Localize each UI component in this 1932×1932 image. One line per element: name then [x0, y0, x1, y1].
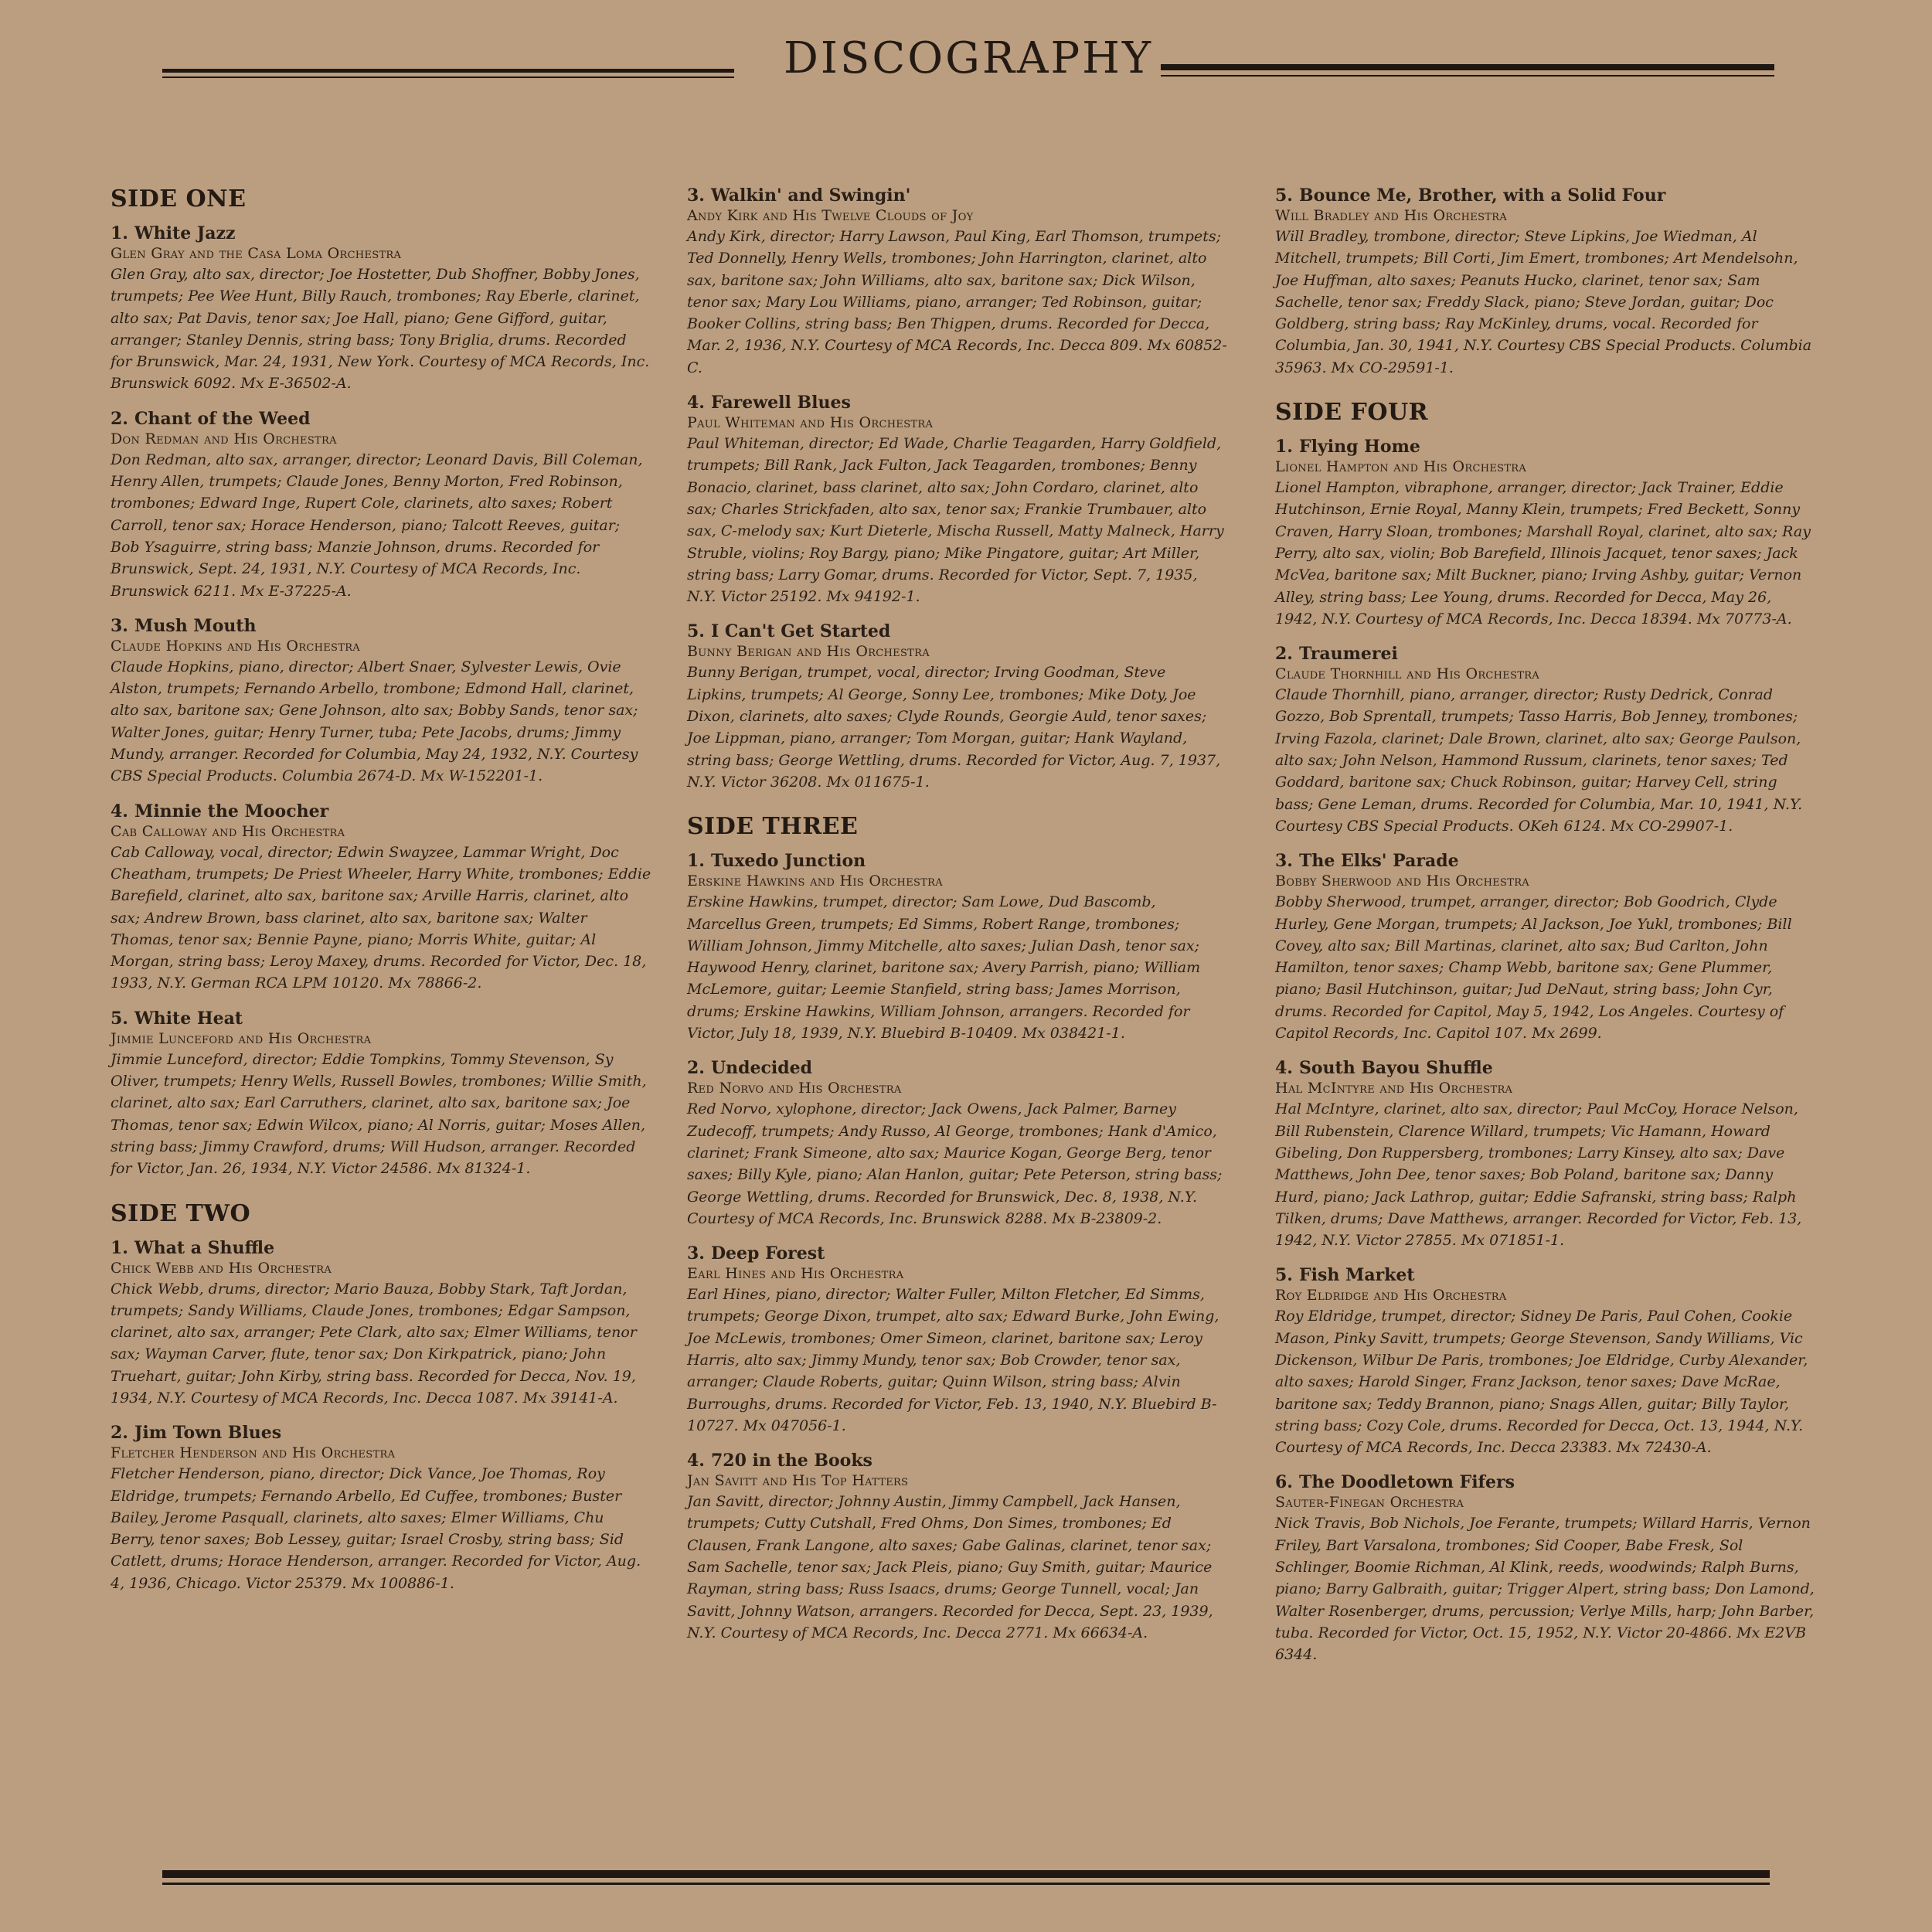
track-title: [1275, 1472, 1816, 1493]
track-number: 3.: [687, 1243, 705, 1264]
track-number: 4.: [687, 393, 705, 413]
track-number: 4.: [1275, 1058, 1293, 1079]
track-artist: Hal McIntyre and His Orchestra: [1275, 1080, 1513, 1097]
track-entry: [1275, 1265, 1816, 1458]
track-personnel: Nick Travis, Bob Nichols, Joe Ferante, trumpets; Willard Harris, Vernon Friley, Bart Varsalona, trombones; Sid Cooper, Babe Fresk, Sol Schlinger, Boomie Richman, Al Klink, reeds, woodwinds; Ralph Burns, piano; Barry Galbraith, guitar; Trigger Alpert, string bass; Don Lamond, Walter Rosenberger, drums, percussion; Verlye Mills, harp; John Barber, tuba. Recorded for Victor, Oct. 15, 1952, N.Y. Victor 20-4866. Mx E2VB 6344.: [1275, 1515, 1815, 1664]
track-title-text: Jim Town Blues: [134, 1423, 282, 1444]
track-artist: Chick Webb and His Orchestra: [111, 1259, 332, 1277]
track-personnel: Jimmie Lunceford, director; Eddie Tompkins, Tommy Stevenson, Sy Oliver, trumpets; Henry Wells, Russell Bowles, trombones; Willie Smith, clarinet, alto sax; Earl Carruthers, clarinet, alto sax, baritone sax; Joe Thomas, tenor sax; Edwin Wilcox, piano; Al Norris, guitar; Moses Allen, string bass; Jimmy Crawford, drums; Will Hudson, arranger. Recorded for Victor, Jan. 26, 1934, N.Y. Victor 24586. Mx 81324-1.: [111, 1050, 647, 1178]
header-rule-left: [162, 69, 734, 73]
track-entry: [111, 1009, 651, 1180]
track-entry: [1275, 185, 1816, 379]
track-entry: [111, 223, 651, 395]
track-title-text: Fish Market: [1298, 1265, 1415, 1286]
side-heading: SIDE ONE: [111, 185, 247, 213]
footer-rule-thick: [162, 1870, 1770, 1878]
side-heading: SIDE TWO: [111, 1199, 251, 1227]
track-title-text: White Heat: [134, 1008, 243, 1029]
track-artist: Earl Hines and His Orchestra: [687, 1265, 904, 1283]
column-1: [111, 185, 651, 1608]
track-title: [1275, 437, 1816, 457]
track-title-text: 720 in the Books: [710, 1451, 872, 1471]
track-entry: [687, 1451, 1228, 1644]
track-artist: Jan Savitt and His Top Hatters: [687, 1472, 909, 1490]
track-personnel: Bobby Sherwood, trumpet, arranger, director; Bob Goodrich, Clyde Hurley, Gene Morgan, trumpets; Al Jackson, Joe Yukl, trombones; Bill Covey, alto sax; Bill Martinas, clarinet, alto sax; Bud Carlton, John Hamilton, tenor saxes; Champ Webb, baritone sax; Gene Plummer, piano; Basil Hutchinson, guitar; Jud DeNaut, string bass; John Cyr, drums. Recorded for Capitol, May 5, 1942, Los Angeles. Courtesy of Capitol Records, Inc. Capitol 107. Mx 2699.: [1275, 893, 1792, 1043]
header-rule-left-thin: [162, 77, 734, 78]
track-entry: [111, 1423, 651, 1594]
track-artist: Will Bradley and His Orchestra: [1275, 207, 1508, 224]
track-number: 1.: [1275, 437, 1293, 457]
track-number: 5.: [111, 1008, 128, 1029]
track-title-text: The Doodletown Fifers: [1298, 1472, 1515, 1493]
track-title-text: I Can't Get Started: [710, 621, 891, 642]
track-entry: [687, 621, 1228, 793]
track-personnel: Fletcher Henderson, piano, director; Dick Vance, Joe Thomas, Roy Eldridge, trumpets; Fernando Arbello, Ed Cuffee, trombones; Buster Bailey, Jerome Pasquall, clarinets, alto saxes; Elmer Williams, Chu Berry, tenor saxes; Bob Lessey, guitar; Israel Crosby, string bass; Sid Catlett, drums; Horace Henderson, arranger. Recorded for Victor, Aug. 4, 1936, Chicago. Victor 25379. Mx 100886-1.: [111, 1465, 641, 1592]
track-number: 2.: [111, 408, 128, 429]
track-artist: Andy Kirk and His Twelve Clouds of Joy: [687, 207, 974, 224]
track-title-text: Bounce Me, Brother, with a Solid Four: [1298, 185, 1666, 206]
track-entry: [111, 1238, 651, 1410]
track-entry: [687, 851, 1228, 1044]
track-personnel: Jan Savitt, director; Johnny Austin, Jimmy Campbell, Jack Hansen, trumpets; Cutty Cutshall, Fred Ohms, Don Simes, trombones; Ed Clausen, Frank Langone, alto saxes; Gabe Galinas, clarinet, tenor sax; Sam Sachelle, tenor sax; Jack Pleis, piano; Guy Smith, guitar; Maurice Rayman, string bass; Russ Isaacs, drums; George Tunnell, vocal; Jan Savitt, Johnny Watson, arrangers. Recorded for Decca, Sept. 23, 1939, N.Y. Courtesy of MCA Records, Inc. Decca 2771. Mx 66634-A.: [687, 1493, 1213, 1641]
track-title: [1275, 1265, 1816, 1286]
track-entry: [1275, 1058, 1816, 1251]
track-number: 4.: [111, 801, 128, 821]
track-artist: Red Norvo and His Orchestra: [687, 1080, 902, 1097]
track-artist: Roy Eldridge and His Orchestra: [1275, 1287, 1507, 1304]
column-2: [687, 185, 1228, 1658]
header: [162, 33, 1774, 83]
track-number: 5.: [1275, 185, 1293, 206]
track-personnel: Claude Hopkins, piano, director; Albert Snaer, Sylvester Lewis, Ovie Alston, trumpets; Fernando Arbello, trombone; Edmond Hall, clarinet, alto sax, baritone sax; Gene Johnson, alto sax; Bobby Sands, tenor sax; Walter Jones, guitar; Henry Turner, tuba; Pete Jacobs, drums; Jimmy Mundy, arranger. Recorded for Columbia, May 24, 1932, N.Y. Courtesy CBS Special Products. Columbia 2674-D. Mx W-152201-1.: [111, 658, 638, 785]
track-entry: [687, 1058, 1228, 1230]
track-title-text: Minnie the Moocher: [134, 801, 329, 821]
track-number: 2.: [111, 1423, 128, 1444]
track-title: [111, 409, 651, 430]
track-artist: Erskine Hawkins and His Orchestra: [687, 872, 943, 890]
track-title: [111, 223, 651, 244]
track-personnel: Bunny Berigan, trumpet, vocal, director; Irving Goodman, Steve Lipkins, trumpets; Al George, Sonny Lee, trombones; Mike Doty, Joe Dixon, clarinets, alto saxes; Clyde Rounds, Georgie Auld, tenor saxes; Joe Lippman, piano, arranger; Tom Morgan, guitar; Hank Wayland, string bass; George Wettling, drums. Recorded for Victor, Aug. 7, 1937, N.Y. Victor 36208. Mx 011675-1.: [687, 664, 1221, 791]
track-artist: Claude Hopkins and His Orchestra: [111, 637, 360, 655]
track-artist: Bunny Berigan and His Orchestra: [687, 643, 930, 661]
track-title: [1275, 185, 1816, 206]
track-personnel: Cab Calloway, vocal, director; Edwin Swayzee, Lammar Wright, Doc Cheatham, trumpets; De Priest Wheeler, Harry White, trombones; Eddie Barefield, clarinet, alto sax, baritone sax; Arville Harris, clarinet, alto sax; Andrew Brown, bass clarinet, alto sax, baritone sax; Walter Thomas, tenor sax; Bennie Payne, piano; Morris White, guitar; Al Morgan, string bass; Leroy Maxey, drums. Recorded for Victor, Dec. 18, 1933, N.Y. German RCA LPM 10120. Mx 78866-2.: [111, 843, 651, 992]
track-number: 3.: [687, 185, 705, 206]
track-title: [111, 1238, 651, 1259]
track-artist: Glen Gray and the Casa Loma Orchestra: [111, 245, 402, 262]
track-personnel: Red Norvo, xylophone, director; Jack Owens, Jack Palmer, Barney Zudecoff, trumpets; Andy Russo, Al George, trombones; Hank d'Amico, clarinet; Frank Simeone, alto sax; Maurice Kogan, George Berg, tenor saxes; Billy Kyle, piano; Alan Hanlon, guitar; Pete Peterson, string bass; George Wettling, drums. Recorded for Brunswick, Dec. 8, 1938, N.Y. Courtesy of MCA Records, Inc. Brunswick 8288. Mx B-23809-2.: [687, 1100, 1223, 1227]
track-personnel: Lionel Hampton, vibraphone, arranger, director; Jack Trainer, Eddie Hutchinson, Ernie Royal, Manny Klein, trumpets; Fred Beckett, Sonny Craven, Harry Sloan, trombones; Marshall Royal, clarinet, alto sax; Ray Perry, alto sax, violin; Bob Barefield, Illinois Jacquet, tenor saxes; Jack McVea, baritone sax; Milt Buckner, piano; Irving Ashby, guitar; Vernon Alley, string bass; Lee Young, drums. Recorded for Decca, May 26, 1942, N.Y. Courtesy of MCA Records, Inc. Decca 18394. Mx 70773-A.: [1275, 479, 1811, 628]
track-entry: [1275, 437, 1816, 630]
track-personnel: Roy Eldridge, trumpet, director; Sidney De Paris, Paul Cohen, Cookie Mason, Pinky Savitt, trumpets; George Stevenson, Sandy Williams, Vic Dickenson, Wilbur De Paris, trombones; Joe Eldridge, Curby Alexander, alto saxes; Harold Singer, Franz Jackson, tenor saxes; Dave McRae, baritone sax; Teddy Brannon, piano; Snags Allen, guitar; Billy Taylor, string bass; Cozy Cole, drums. Recorded for Decca, Oct. 13, 1944, N.Y. Courtesy of MCA Records, Inc. Decca 23383. Mx 72430-A.: [1275, 1308, 1808, 1457]
track-number: 5.: [687, 621, 705, 642]
track-title: [111, 801, 651, 822]
track-personnel: Hal McIntyre, clarinet, alto sax, director; Paul McCoy, Horace Nelson, Bill Rubenstein, Clarence Willard, trumpets; Vic Hamann, Howard Gibeling, Don Ruppersberg, trombones; Larry Kinsey, alto sax; Dave Matthews, John Dee, tenor saxes; Bob Poland, baritone sax; Danny Hurd, piano; Jack Lathrop, guitar; Eddie Safranski, string bass; Ralph Tilken, drums; Dave Matthews, arranger. Recorded for Victor, Feb. 13, 1942, N.Y. Victor 27855. Mx 071851-1.: [1275, 1100, 1802, 1250]
track-title-text: What a Shuffle: [134, 1237, 275, 1258]
track-number: 1.: [111, 1237, 128, 1258]
track-personnel: Will Bradley, trombone, director; Steve Lipkins, Joe Wiedman, Al Mitchell, trumpets; Bill Corti, Jim Emert, trombones; Art Mendelsohn, Joe Huffman, alto saxes; Peanuts Hucko, clarinet, tenor sax; Sam Sachelle, tenor sax; Freddy Slack, piano; Steve Jordan, guitar; Doc Goldberg, string bass; Ray McKinley, drums, vocal. Recorded for Columbia, Jan. 30, 1941, N.Y. Courtesy CBS Special Products. Columbia 35963. Mx CO-29591-1.: [1275, 228, 1812, 376]
track-number: 1.: [687, 851, 705, 872]
track-entry: [687, 1243, 1228, 1437]
track-artist: Paul Whiteman and His Orchestra: [687, 414, 934, 432]
track-title-text: Deep Forest: [710, 1243, 825, 1264]
track-title-text: Chant of the Weed: [134, 408, 311, 429]
track-title: [687, 393, 1228, 413]
side-heading: SIDE THREE: [687, 813, 859, 841]
track-title-text: Farewell Blues: [710, 393, 851, 413]
track-title: [687, 1058, 1228, 1079]
track-number: 6.: [1275, 1472, 1293, 1493]
track-title: [687, 621, 1228, 642]
track-number: 2.: [687, 1058, 705, 1079]
track-title-text: South Bayou Shuffle: [1298, 1058, 1493, 1079]
track-title: [687, 1451, 1228, 1471]
track-entry: [111, 801, 651, 995]
header-rule-right-thin: [1161, 75, 1774, 77]
track-artist: Fletcher Henderson and His Orchestra: [111, 1444, 396, 1462]
track-entry: [1275, 1472, 1816, 1665]
track-title-text: The Elks' Parade: [1298, 851, 1459, 872]
track-title-text: Tuxedo Junction: [710, 851, 866, 872]
track-title-text: White Jazz: [134, 223, 236, 243]
track-number: 4.: [687, 1451, 705, 1471]
track-title: [1275, 644, 1816, 665]
track-entry: [111, 409, 651, 602]
track-personnel: Earl Hines, piano, director; Walter Fuller, Milton Fletcher, Ed Simms, trumpets; George Dixon, trumpet, alto sax; Edward Burke, John Ewing, Joe McLewis, trombones; Omer Simeon, clarinet, baritone sax; Leroy Harris, alto sax; Jimmy Mundy, tenor sax; Bob Crowder, tenor sax, arranger; Claude Roberts, guitar; Quinn Wilson, string bass; Alvin Burroughs, drums. Recorded for Victor, Feb. 13, 1940, N.Y. Bluebird B-10727. Mx 047056-1.: [687, 1286, 1219, 1434]
track-artist: Claude Thornhill and His Orchestra: [1275, 665, 1540, 683]
track-number: 2.: [1275, 644, 1293, 665]
track-personnel: Glen Gray, alto sax, director; Joe Hostetter, Dub Shoffner, Bobby Jones, trumpets; Pee Wee Hunt, Billy Rauch, trombones; Ray Eberle, clarinet, alto sax; Pat Davis, tenor sax; Joe Hall, piano; Gene Gifford, guitar, arranger; Stanley Dennis, string bass; Tony Briglia, drums. Recorded for Brunswick, Mar. 24, 1931, New York. Courtesy of MCA Records, Inc. Brunswick 6092. Mx E-36502-A.: [111, 266, 650, 393]
track-title: [1275, 851, 1816, 872]
track-personnel: Paul Whiteman, director; Ed Wade, Charlie Teagarden, Harry Goldfield, trumpets; Bill Rank, Jack Fulton, Jack Teagarden, trombones; Benny Bonacio, clarinet, bass clarinet, alto sax; John Cordaro, clarinet, alto sax; Charles Strickfaden, alto sax, tenor sax; Frankie Trumbauer, alto sax, C-melody sax; Kurt Dieterle, Mischa Russell, Matty Malneck, Harry Struble, violins; Roy Bargy, piano; Mike Pingatore, guitar; Art Miller, string bass; Larry Gomar, drums. Recorded for Victor, Sept. 7, 1935, N.Y. Victor 25192. Mx 94192-1.: [687, 435, 1224, 606]
track-personnel: Andy Kirk, director; Harry Lawson, Paul King, Earl Thomson, trumpets; Ted Donnelly, Henry Wells, trombones; John Harrington, clarinet, alto sax, baritone sax; John Williams, alto sax, baritone sax; Dick Wilson, tenor sax; Mary Lou Williams, piano, arranger; Ted Robinson, guitar; Booker Collins, string bass; Ben Thigpen, drums. Recorded for Decca, Mar. 2, 1936, N.Y. Courtesy of MCA Records, Inc. Decca 809. Mx 60852-C.: [687, 228, 1227, 376]
track-number: 3.: [1275, 851, 1293, 872]
track-entry: [1275, 644, 1816, 837]
track-title: [687, 1243, 1228, 1264]
footer-rule: [162, 1870, 1770, 1890]
track-title: [111, 616, 651, 637]
track-title: [111, 1423, 651, 1444]
header-rule-right: [1161, 64, 1774, 70]
track-number: 3.: [111, 615, 128, 636]
track-entry: [111, 616, 651, 787]
track-personnel: Erskine Hawkins, trumpet, director; Sam Lowe, Dud Bascomb, Marcellus Green, trumpets; Ed Simms, Robert Range, trombones; William Johnson, Jimmy Mitchelle, alto saxes; Julian Dash, tenor sax; Haywood Henry, clarinet, baritone sax; Avery Parrish, piano; William McLemore, guitar; Leemie Stanfield, string bass; James Morrison, drums; Erskine Hawkins, William Johnson, arrangers. Recorded for Victor, July 18, 1939, N.Y. Bluebird B-10409. Mx 038421-1.: [687, 893, 1201, 1043]
footer-rule-thin: [162, 1883, 1770, 1885]
page-title: DISCOGRAPHY: [784, 33, 1153, 83]
track-number: 1.: [111, 223, 128, 243]
track-title: [111, 1009, 651, 1029]
track-artist: Cab Calloway and His Orchestra: [111, 822, 345, 840]
track-title: [1275, 1058, 1816, 1079]
track-entry: [1275, 851, 1816, 1044]
track-personnel: Don Redman, alto sax, arranger, director; Leonard Davis, Bill Coleman, Henry Allen, trumpets; Claude Jones, Benny Morton, Fred Robinson, trombones; Edward Inge, Rupert Cole, clarinets, alto saxes; Robert Carroll, tenor sax; Horace Henderson, piano; Talcott Reeves, guitar; Bob Ysaguirre, string bass; Manzie Johnson, drums. Recorded for Brunswick, Sept. 24, 1931, N.Y. Courtesy of MCA Records, Inc. Brunswick 6211. Mx E-37225-A.: [111, 451, 643, 600]
track-title-text: Undecided: [710, 1058, 813, 1079]
track-title: [687, 851, 1228, 872]
track-entry: [687, 185, 1228, 379]
track-title-text: Flying Home: [1298, 437, 1420, 457]
track-number: 5.: [1275, 1265, 1293, 1286]
track-entry: [687, 393, 1228, 607]
track-artist: Lionel Hampton and His Orchestra: [1275, 458, 1527, 476]
track-personnel: Chick Webb, drums, director; Mario Bauza, Bobby Stark, Taft Jordan, trumpets; Sandy Williams, Claude Jones, trombones; Edgar Sampson, clarinet, alto sax, arranger; Pete Clark, alto sax; Elmer Williams, tenor sax; Wayman Carver, flute, tenor sax; Don Kirkpatrick, piano; John Truehart, guitar; John Kirby, string bass. Recorded for Decca, Nov. 19, 1934, N.Y. Courtesy of MCA Records, Inc. Decca 1087. Mx 39141-A.: [111, 1280, 637, 1406]
track-title-text: Traumerei: [1298, 644, 1398, 665]
track-personnel: Claude Thornhill, piano, arranger, director; Rusty Dedrick, Conrad Gozzo, Bob Sprentall, trumpets; Tasso Harris, Bob Jenney, trombones; Irving Fazola, clarinet; Dale Brown, clarinet, alto sax; George Paulson, alto sax; John Nelson, Hammond Russum, clarinets, tenor saxes; Ted Goddard, baritone sax; Chuck Robinson, guitar; Harvey Cell, string bass; Gene Leman, drums. Recorded for Columbia, Mar. 10, 1941, N.Y. Courtesy CBS Special Products. OKeh 6124. Mx CO-29907-1.: [1275, 686, 1803, 835]
track-title: [687, 185, 1228, 206]
track-artist: Don Redman and His Orchestra: [111, 430, 337, 447]
track-title-text: Walkin' and Swingin': [710, 185, 911, 206]
track-title-text: Mush Mouth: [134, 615, 257, 636]
track-artist: Sauter-Finegan Orchestra: [1275, 1494, 1464, 1512]
column-3: [1275, 185, 1816, 1680]
side-heading: SIDE FOUR: [1275, 399, 1429, 427]
track-artist: Bobby Sherwood and His Orchestra: [1275, 872, 1529, 890]
track-artist: Jimmie Lunceford and His Orchestra: [111, 1029, 372, 1047]
